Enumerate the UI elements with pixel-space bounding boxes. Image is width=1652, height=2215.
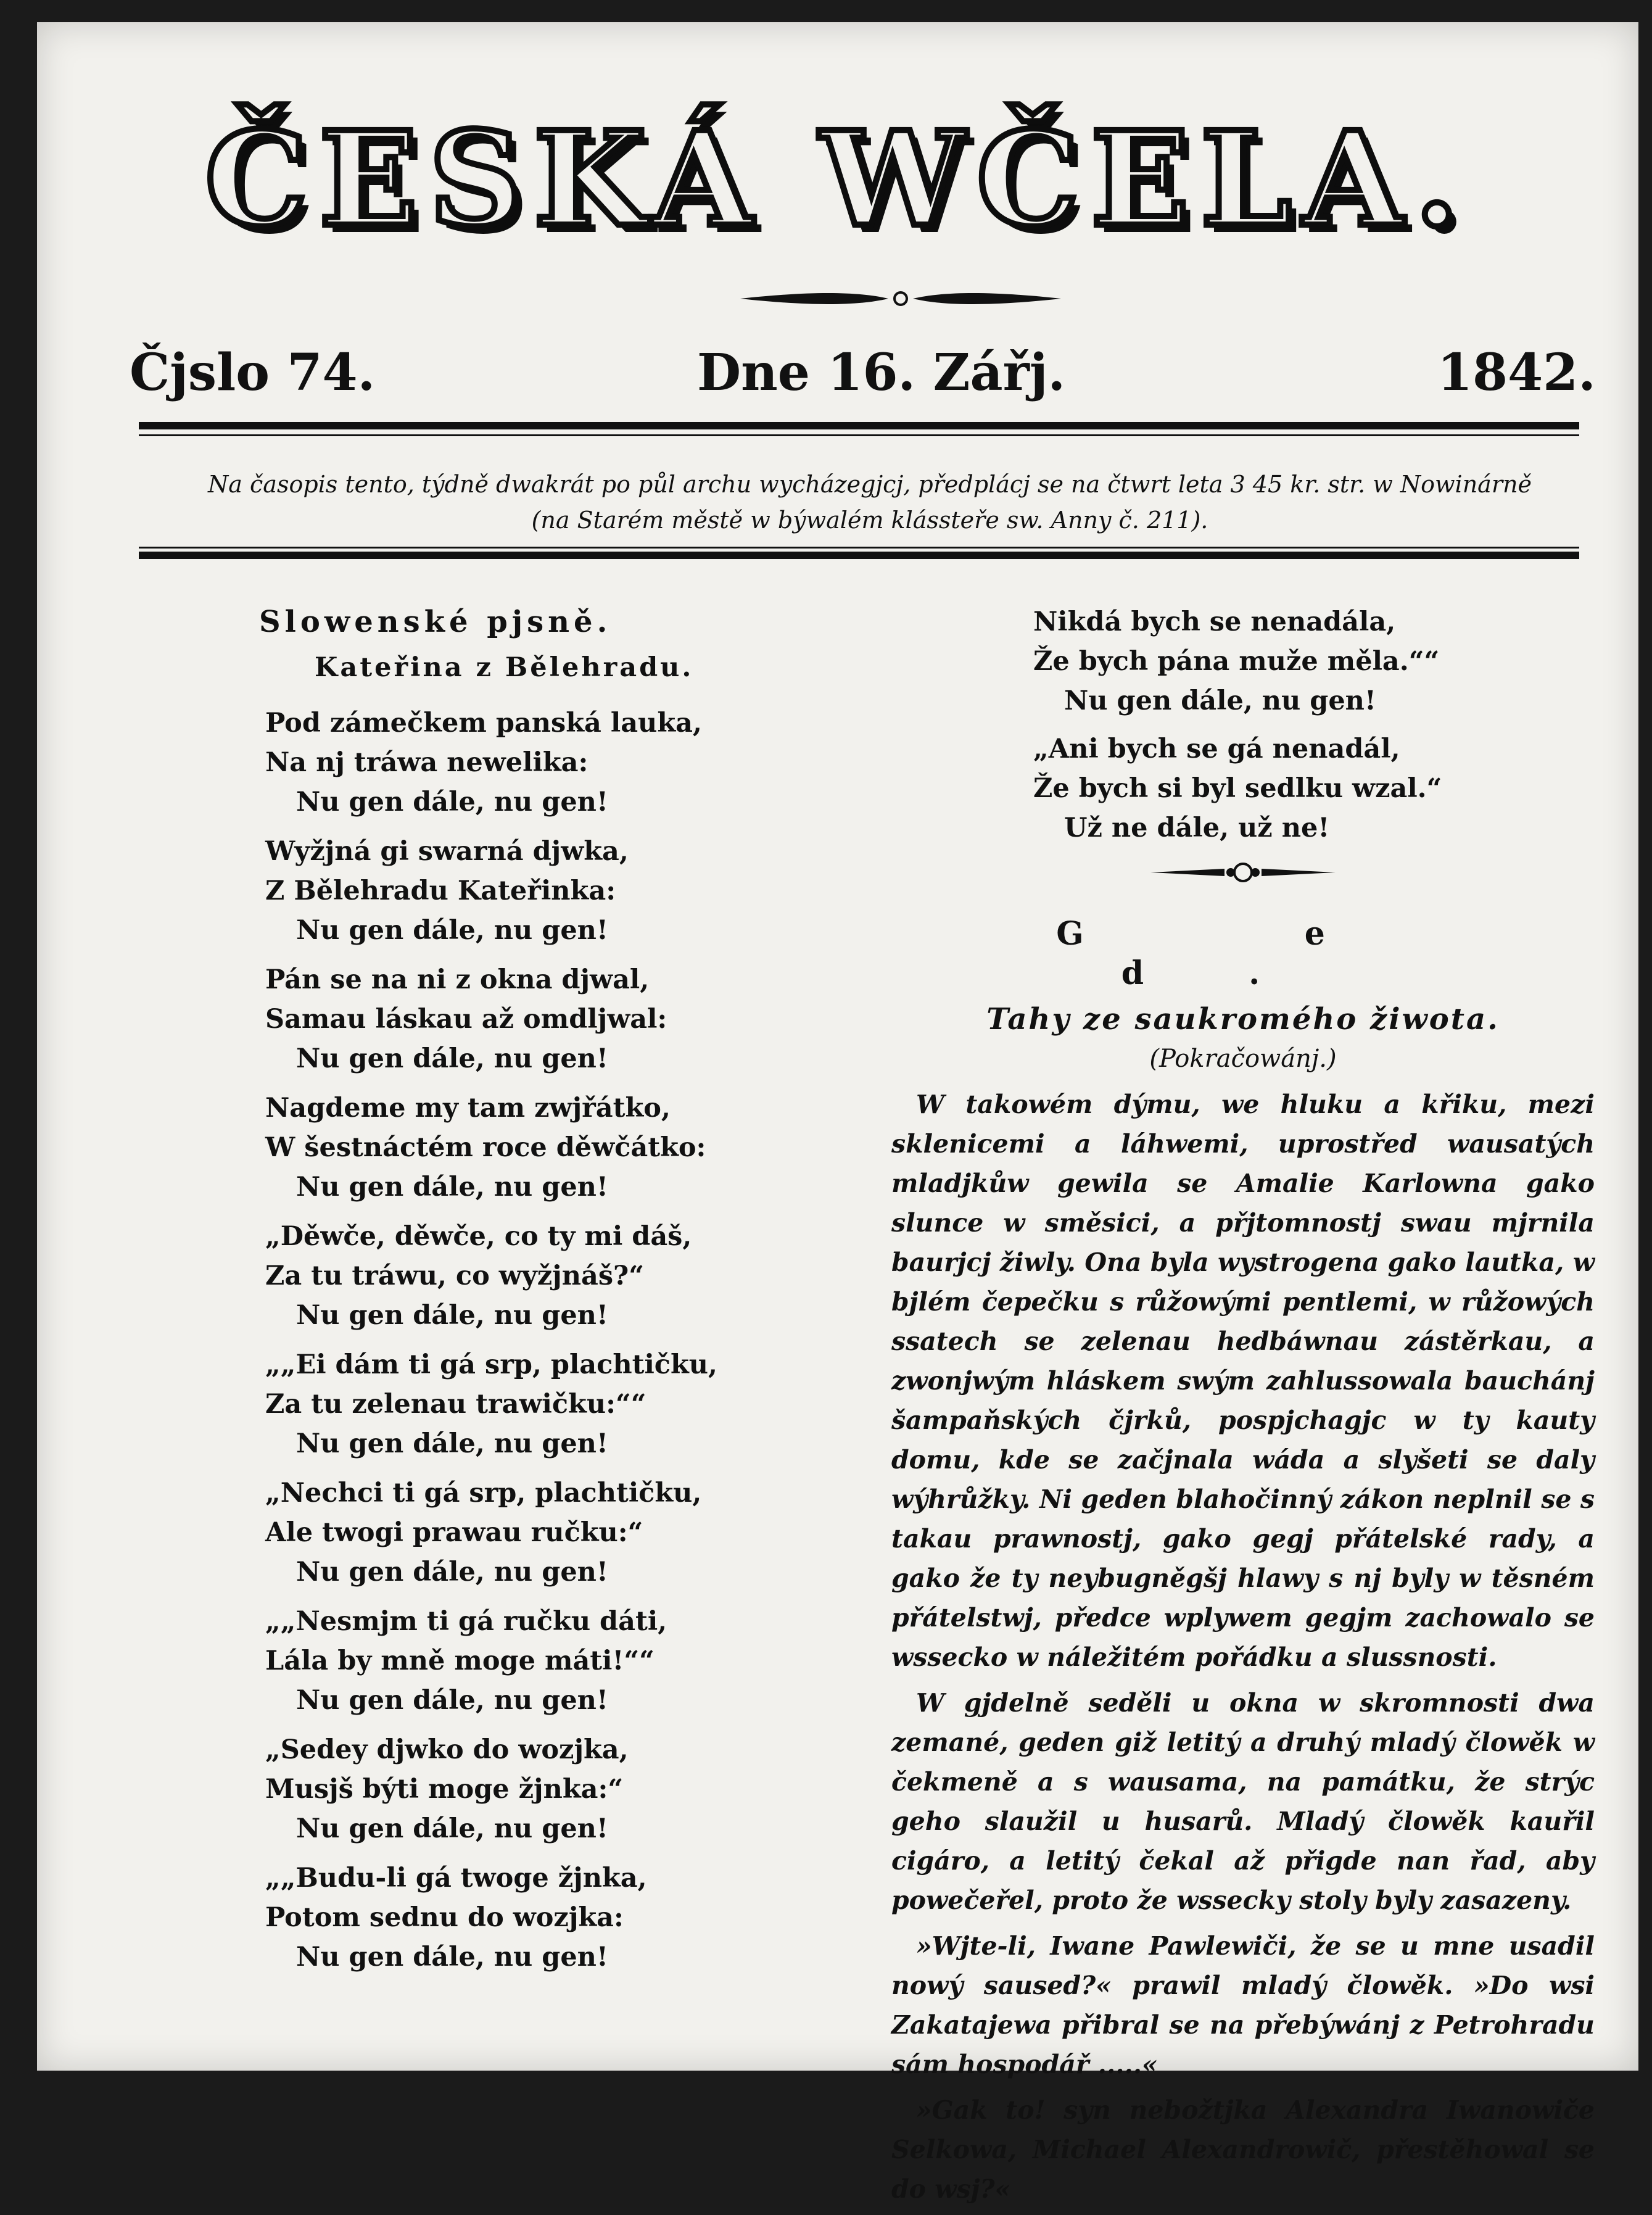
verse-continuation (891, 602, 1595, 848)
subscription-line-2: (na Starém městě w býwalém klássteře sw. Anny č. 211). (531, 507, 1208, 534)
issue-year: 1842. (1437, 343, 1596, 402)
story-paragraph: »Gak to! syn nebožtjka Alexandra Iwanowiče Selkowa, Michael Alexandrowič, přestěhowal se do wsj?« (891, 2095, 1595, 2204)
poem-line: Lála by mně moge máti!““ (265, 1646, 655, 1676)
header-rule-bottom (139, 552, 1579, 559)
masthead-ornament (734, 288, 1067, 310)
poem-line: Na nj tráwa newelika: (265, 747, 589, 778)
poem-line: Potom sednu do wozjka: (265, 1902, 624, 1933)
poem-line: „„Nesmjm ti gá ručku dáti, (265, 1606, 667, 1637)
verse-line: Že bych si byl sedlku wzal.“ (1033, 773, 1442, 804)
poem-refrain: Nu gen dále, nu gen! (296, 1300, 608, 1331)
poem-line: „Sedey djwko do wozjka, (265, 1734, 629, 1765)
subscription-line-1: Na časopis tento, týdně dwakrát po půl archu wycházegjcj, předplácj se na čtwrt leta 3 45 kr. str. w Nowinárně (208, 471, 1532, 498)
poem-line: „Nechci ti gá srp, plachtičku, (265, 1478, 702, 1509)
issue-date: Dne 16. Zářj. (697, 343, 1066, 402)
poem-title: Slowenské pjsně. (259, 605, 612, 639)
poem-line: Ale twogi prawau ručku:“ (265, 1517, 643, 1548)
poem-subtitle: Kateřina z Bělehradu. (315, 652, 694, 683)
poem-refrain: Nu gen dále, nu gen! (296, 787, 608, 818)
poem-stanza (265, 1473, 975, 1592)
poem-line: „„Budu-li gá twoge žjnka, (265, 1863, 647, 1894)
poem-line: „„Ei dám ti gá srp, plachtičku, (265, 1349, 717, 1380)
story-heading: G e d. (1056, 915, 1430, 992)
header-rule-bottom-thin (139, 547, 1579, 549)
verse-refrain: Už ne dále, už ne! (1064, 813, 1330, 843)
story-text (891, 1085, 1595, 2209)
poem-line: Pán se na ni z okna djwal, (265, 964, 650, 995)
poem-stanza (265, 832, 975, 950)
poem-refrain: Nu gen dále, nu gen! (296, 1685, 608, 1716)
masthead-title: ČESKÁ WČELA. (205, 103, 1471, 255)
poem-line: Z Bělehradu Kateřinka: (265, 876, 616, 906)
poem-refrain: Nu gen dále, nu gen! (296, 1428, 608, 1459)
poem-stanza (265, 960, 975, 1079)
poem-refrain: Nu gen dále, nu gen! (296, 1557, 608, 1588)
verse-line: „Ani bych se gá nenadál, (1033, 734, 1400, 764)
poem-line: Wyžjná gi swarná djwka, (265, 836, 629, 867)
verse-refrain: Nu gen dále, nu gen! (1064, 685, 1376, 716)
issue-number: Čjslo 74. (130, 343, 376, 402)
poem-stanza (265, 1088, 975, 1207)
story-title: Tahy ze saukromého žiwota. (986, 1002, 1500, 1037)
story-paragraph: »Wjte-li, Iwane Pawlewiči, že se u mne usadil nowý saused?« prawil mladý člowěk. »Do wsi Zakatajewa přibral se na přebýwánj z Petrohradu sám hospodář .....« (891, 1931, 1595, 2079)
poem-column (259, 602, 975, 1987)
poem-line: Za tu tráwu, co wyžjnáš?“ (265, 1261, 644, 1291)
story-paragraph: W gjdelně seděli u okna w skromnosti dwa zemané, geden giž letitý a druhý mladý člowěk w čekmeně a s wausama, na památku, že strýc geho slaužil u husarů. Mladý člowěk kauřil cigáro, a letitý čekal až přigde nan řad, aby powečeřel, proto že wssecky stoly byly zasazeny. (891, 1688, 1595, 1915)
poem-line: Musjš býti moge žjnka:“ (265, 1774, 624, 1805)
verse-line: Nikdá bych se nenadála, (1033, 607, 1396, 637)
poem-refrain: Nu gen dále, nu gen! (296, 1172, 608, 1203)
story-continued-note: (Pokračowánj.) (1149, 1045, 1337, 1073)
poem-line: Samau láskau až omdljwal: (265, 1004, 667, 1035)
verse-line: Že bych pána muže měla.““ (1033, 646, 1440, 677)
poem-refrain: Nu gen dále, nu gen! (296, 915, 608, 946)
story-paragraph: W takowém dýmu, we hluku a křiku, mezi sklenicemi a láhwemi, uprostřed wausatých mladjkůw gewila se Amalie Karlowna gako slunce w směsici, a přjtomnostj swau mjrnila baurjcj žiwly. Ona byla wystrogena gako lautka, w bjlém čepečku s růžowými pentlemi, w růžowých ssatech se zelenau hedbáwnau zástěrkau, a zwonjwým hláskem swým zahlussowala bauchánj šampaňských čjrků, pospjchagjc w ty kauty domu, kde se začjnala wáda a slyšeti se daly wýhrůžky. Ni geden blahočinný zákon neplnil se s takau prawnostj, gako gegj přátelské rady, a gako že ty neybugněgšj hlawy s nj byly w těsném přátelstwj, předce wplywem gegjm zachowalo se wssecko w náležitém pořádku a slussnosti. (891, 1090, 1595, 1672)
poem-stanza (265, 1858, 975, 1977)
poem-stanza (265, 1602, 975, 1720)
poem-refrain: Nu gen dále, nu gen! (296, 1942, 608, 1973)
newspaper-page (37, 22, 1638, 2204)
poem-line: Za tu zelenau trawičku:““ (265, 1389, 646, 1420)
section-divider-ornament (891, 854, 1595, 891)
poem-line: Nagdeme my tam zwjřátko, (265, 1093, 671, 1124)
header-rule-top-thin (139, 434, 1579, 436)
poem-stanza (265, 1345, 975, 1464)
poem-refrain: Nu gen dále, nu gen! (296, 1043, 608, 1074)
right-column (891, 602, 1595, 2215)
poem-line: „Děwče, děwče, co ty mi dáš, (265, 1221, 692, 1252)
poem-stanza (265, 1730, 975, 1849)
poem-stanza (265, 1217, 975, 1335)
poem-refrain: Nu gen dále, nu gen! (296, 1813, 608, 1844)
issue-line (130, 343, 1596, 411)
poem-line: Pod zámečkem panská lauka, (265, 708, 702, 739)
poem-line: W šestnáctém roce děwčátko: (265, 1132, 706, 1163)
subscription-notice (160, 466, 1579, 538)
poem-stanza (265, 703, 975, 822)
header-rule-top (139, 422, 1579, 429)
